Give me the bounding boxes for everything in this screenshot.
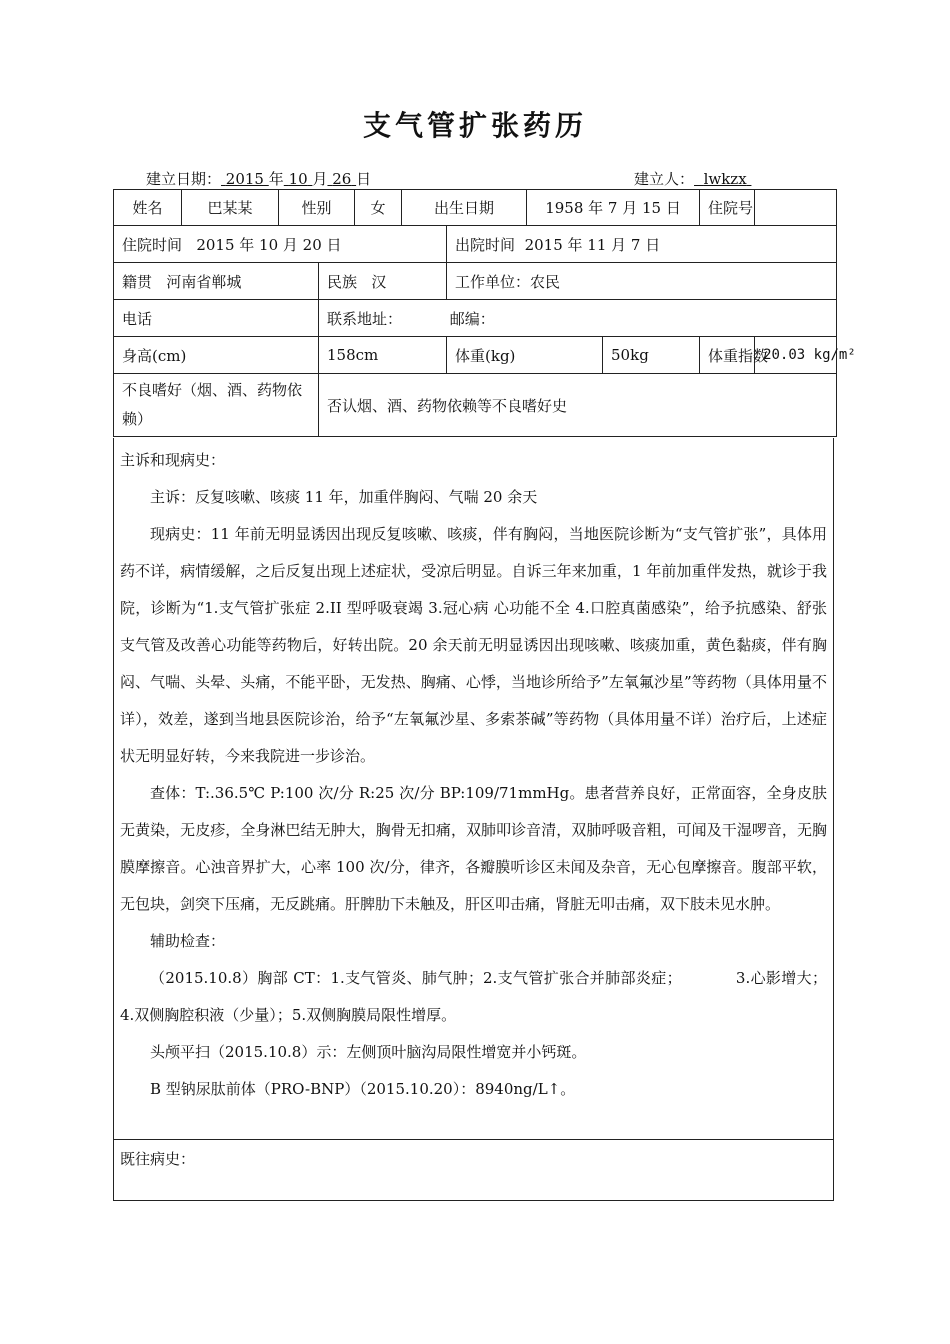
ethnic-label: 民族	[327, 272, 358, 291]
patient-info-table	[113, 189, 856, 437]
chief-complaint: 主诉：反复咳嗽、咳痰 11 年，加重伴胸闷、气喘 20 余天	[150, 488, 538, 506]
aux-exam-heading: 辅助检查：	[150, 932, 226, 950]
past-history-heading: 既往病史：	[120, 1150, 196, 1168]
table-row	[114, 226, 837, 263]
present-illness: 现病史：11 年前无明显诱因出现反复咳嗽、咳痰，伴有胸闷，当地医院诊断为“支气管扩张”，具体用药不详，病情缓解，之后反复出现上述症状，受凉后明显。自诉三年来加重，1 年前加重伴发热，就诊于我院，诊断为“1.支气管扩张症 2.II 型呼吸衰竭 3.冠心病 心功能不全 4.口腔真菌感染”，给予抗感染、舒张支气管及改善心功能等药物后，好转出院。20 余天前无明显诱因出现咳嗽、咳痰加重，黄色黏痰，伴有胸闷、气喘、头晕、头痛，不能平卧，无发热、胸痛、心悸，当地诊所给予”左氧氟沙星”等药物（具体用量不详），效差，遂到当地县医院诊治，给予“左氧氟沙星、多索茶碱”等药物（具体用量不详）治疗后，上述症状无明显好转，今来我院进一步诊治。	[120, 525, 827, 765]
bmi-label: 体重指数	[700, 337, 755, 374]
postcode-label: 邮编：	[449, 309, 495, 328]
created-date	[146, 168, 371, 189]
name-value: 巴某某	[182, 190, 279, 226]
habit-value: 否认烟、酒、药物依赖等不良嗜好史	[319, 374, 837, 437]
created-date-label: 建立日期：	[146, 170, 222, 188]
admit-label: 住院时间	[122, 235, 183, 254]
created-month: 10	[288, 170, 308, 188]
ethnic-cell	[319, 263, 447, 300]
ethnic-value: 汉	[371, 272, 387, 291]
habit-label: 不良嗜好（烟、酒、药物依赖）	[114, 374, 319, 437]
head-ct: 头颅平扫（2015.10.8）示：左侧顶叶脑沟局限性增宽并小钙斑。	[150, 1043, 587, 1061]
history-heading: 主诉和现病史：	[120, 451, 226, 469]
past-history-section	[113, 1140, 834, 1201]
work-value: 农民	[530, 272, 561, 291]
table-row	[114, 337, 837, 374]
work-cell	[447, 263, 837, 300]
hosp-no-value	[755, 190, 837, 226]
bmi-value: 20.03 kg/m²	[755, 337, 837, 374]
address-label: 联系地址：	[327, 309, 403, 328]
birth-value: 1958 年 7 月 15 日	[527, 190, 700, 226]
month-unit: 月	[312, 170, 328, 188]
bnp-result: B 型钠尿肽前体（PRO-BNP）（2015.10.20）：8940ng/L↑。	[150, 1080, 576, 1098]
page-title: 支气管扩张药历	[362, 109, 587, 142]
hosp-no-label: 住院号	[700, 190, 755, 226]
native-cell	[114, 263, 319, 300]
discharge-cell	[447, 226, 837, 263]
creator	[634, 168, 751, 189]
day-unit: 日	[356, 170, 372, 188]
birth-label: 出生日期	[402, 190, 527, 226]
creator-name: lwkzx	[703, 170, 747, 188]
admit-value: 2015 年 10 月 20 日	[196, 235, 342, 254]
discharge-label: 出院时间	[455, 235, 516, 254]
work-label: 工作单位：	[455, 272, 531, 291]
table-row	[114, 263, 837, 300]
weight-label: 体重(kg)	[447, 337, 603, 374]
native-value: 河南省郸城	[166, 272, 242, 291]
address-cell	[319, 300, 837, 337]
created-year: 2015	[225, 170, 264, 188]
table-row	[114, 374, 837, 437]
chest-ct: （2015.10.8）胸部 CT：1.支气管炎、肺气肿；2.支气管扩张合并肺部炎症； 3.心影增大；4.双侧胸腔积液（少量）；5.双侧胸膜局限性增厚。	[120, 969, 827, 1024]
weight-value: 50kg	[603, 337, 700, 374]
native-label: 籍贯	[122, 272, 153, 291]
created-day: 26	[332, 170, 352, 188]
history-section	[113, 438, 834, 1140]
admit-cell	[114, 226, 447, 263]
physical-exam: 查体：T:.36.5℃ P:100 次/分 R:25 次/分 BP:109/71mmHg。患者营养良好，正常面容，全身皮肤无黄染，无皮疹，全身淋巴结无肿大，胸骨无扣痛，双肺叩诊音清，双肺呼吸音粗，可闻及干湿啰音，无胸膜摩擦音。心浊音界扩大，心率 100 次/分，律齐，各瓣膜听诊区未闻及杂音，无心包摩擦音。腹部平软，无包块，剑突下压痛，无反跳痛。肝脾肋下未触及，肝区叩击痛，肾脏无叩击痛，双下肢未见水肿。	[120, 784, 827, 913]
year-unit: 年	[268, 170, 284, 188]
phone-label: 电话	[114, 300, 319, 337]
creator-label: 建立人：	[634, 170, 695, 188]
table-row	[114, 190, 837, 226]
name-label: 姓名	[114, 190, 182, 226]
sex-value: 女	[355, 190, 402, 226]
height-value: 158cm	[319, 337, 447, 374]
table-row	[114, 300, 837, 337]
sex-label: 性别	[279, 190, 355, 226]
height-label: 身高(cm)	[114, 337, 319, 374]
discharge-value: 2015 年 11 月 7 日	[524, 235, 661, 254]
